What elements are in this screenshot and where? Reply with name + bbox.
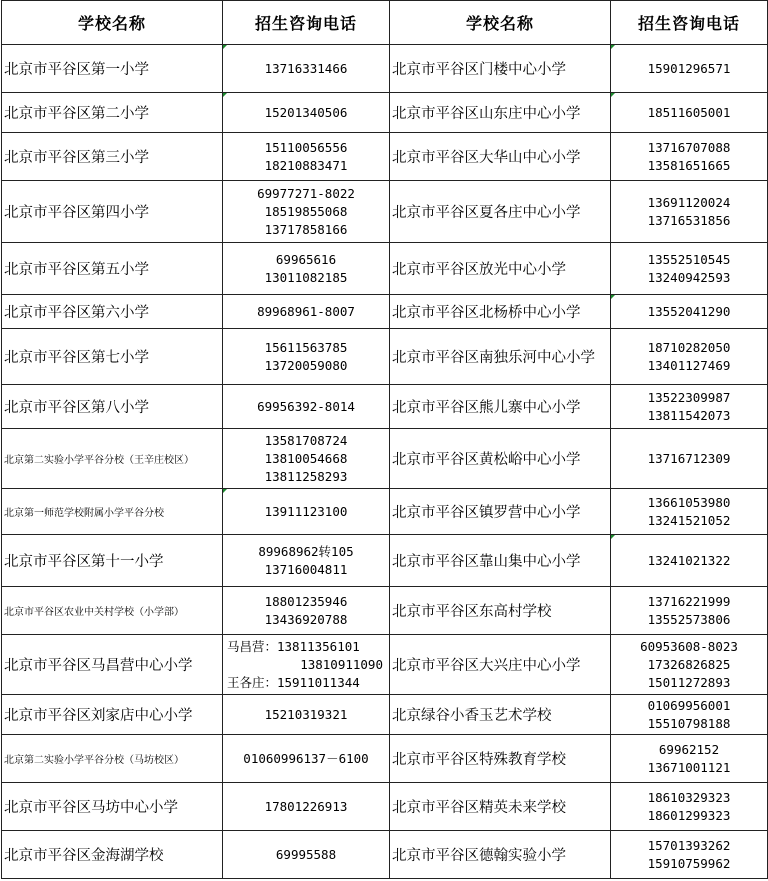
- right-school-name: 北京市平谷区靠山集中心小学: [390, 535, 611, 587]
- phone-number: 18710282050: [647, 339, 731, 355]
- phone-number: 13401127469: [647, 357, 731, 373]
- table-row: [2, 243, 768, 295]
- phone-number: 01069956001: [647, 697, 731, 713]
- right-phone-cell: [611, 635, 768, 695]
- header-phone-left: 招生咨询电话: [223, 1, 390, 45]
- table-row: [2, 385, 768, 429]
- left-phone-cell: [223, 831, 390, 879]
- table-row: [2, 295, 768, 329]
- phone-number: 13716531856: [647, 212, 731, 228]
- right-phone-cell: [611, 429, 768, 489]
- table-row: [2, 695, 768, 735]
- table-row: [2, 45, 768, 93]
- phone-number: 13717858166: [264, 221, 348, 237]
- phone-number: 17326826825: [647, 656, 731, 672]
- left-phone-cell: [223, 295, 390, 329]
- left-phone-cell: [223, 133, 390, 181]
- cell-comment-marker: [223, 45, 227, 49]
- cell-comment-marker: [611, 93, 615, 97]
- phone-number: 69956392-8014: [257, 398, 355, 414]
- left-phone-cell: [223, 93, 390, 133]
- phone-number: 13716331466: [264, 60, 348, 76]
- phone-number: 王各庄：15911011344: [227, 674, 360, 690]
- table-row: [2, 783, 768, 831]
- phone-number: 13716712309: [647, 450, 731, 466]
- right-school-name: 北京市平谷区夏各庄中心小学: [390, 181, 611, 243]
- phone-number: 13911123100: [264, 503, 348, 519]
- phone-number: 13810054668: [264, 450, 348, 466]
- phone-number: 13811258293: [264, 468, 348, 484]
- table-body: [2, 45, 768, 879]
- phone-number: 15510798188: [647, 715, 731, 731]
- right-school-name: 北京市平谷区熊儿寨中心小学: [390, 385, 611, 429]
- left-school-name: 北京市平谷区第十一小学: [2, 535, 223, 587]
- table-row: [2, 831, 768, 879]
- left-phone-cell: [223, 695, 390, 735]
- phone-number: 18210883471: [264, 157, 348, 173]
- right-school-name: 北京市平谷区山东庄中心小学: [390, 93, 611, 133]
- phone-number: 13691120024: [647, 194, 731, 210]
- left-phone-cell: [223, 635, 390, 695]
- left-phone-cell: [223, 783, 390, 831]
- left-phone-cell: [223, 385, 390, 429]
- left-phone-cell: [223, 181, 390, 243]
- table-row: [2, 133, 768, 181]
- table-row: [2, 181, 768, 243]
- header-row: [2, 1, 768, 45]
- left-school-name: 北京第一师范学校附属小学平谷分校: [2, 489, 223, 535]
- right-phone-cell: [611, 329, 768, 385]
- phone-number: 13811542073: [647, 407, 731, 423]
- left-school-name: 北京第二实验小学平谷分校（马坊校区）: [2, 735, 223, 783]
- phone-number: 18511605001: [647, 104, 731, 120]
- phone-number: 89968962转105: [258, 543, 354, 559]
- phone-number: 13522309987: [647, 389, 731, 405]
- table-row: [2, 635, 768, 695]
- left-school-name: 北京市平谷区第七小学: [2, 329, 223, 385]
- left-phone-cell: [223, 489, 390, 535]
- right-phone-cell: [611, 295, 768, 329]
- phone-number: 18610329323: [647, 789, 731, 805]
- left-school-name: 北京市平谷区农业中关村学校（小学部）: [2, 587, 223, 635]
- left-phone-cell: [223, 535, 390, 587]
- right-school-name: 北京市平谷区镇罗营中心小学: [390, 489, 611, 535]
- header-school-name-left: 学校名称: [2, 1, 223, 45]
- phone-number: 69965616: [275, 251, 337, 267]
- phone-number: 13720059080: [264, 357, 348, 373]
- phone-number: 15611563785: [264, 339, 348, 355]
- cell-comment-marker: [611, 295, 615, 299]
- left-phone-cell: [223, 429, 390, 489]
- right-school-name: 北京市平谷区北杨桥中心小学: [390, 295, 611, 329]
- left-school-name: 北京市平谷区金海湖学校: [2, 831, 223, 879]
- phone-number: 60953608-8023: [640, 638, 738, 654]
- right-phone-cell: [611, 831, 768, 879]
- right-phone-cell: [611, 243, 768, 295]
- left-school-name: 北京市平谷区第一小学: [2, 45, 223, 93]
- phone-number: 13240942593: [647, 269, 731, 285]
- table-row: [2, 93, 768, 133]
- phone-number: 89968961-8007: [257, 303, 355, 319]
- phone-number: 13436920788: [264, 611, 348, 627]
- phone-number: 13241021322: [647, 552, 731, 568]
- phone-number: 马昌营：13811356101: [227, 638, 360, 654]
- left-school-name: 北京市平谷区第四小学: [2, 181, 223, 243]
- phone-number: 15011272893: [647, 674, 731, 690]
- phone-number: 01060996137－6100: [243, 750, 369, 766]
- phone-number: 17801226913: [264, 798, 348, 814]
- left-school-name: 北京市平谷区第三小学: [2, 133, 223, 181]
- phone-number: 18519855068: [264, 203, 348, 219]
- left-school-name: 北京市平谷区第六小学: [2, 295, 223, 329]
- table-row: [2, 735, 768, 783]
- phone-number: 15701393262: [647, 837, 731, 853]
- phone-number: 15210319321: [264, 706, 348, 722]
- phone-number: 69995588: [275, 846, 337, 862]
- right-phone-cell: [611, 133, 768, 181]
- left-school-name: 北京第二实验小学平谷分校（王辛庄校区）: [2, 429, 223, 489]
- header-phone-right: 招生咨询电话: [611, 1, 768, 45]
- left-school-name: 北京市平谷区第二小学: [2, 93, 223, 133]
- table-row: [2, 489, 768, 535]
- phone-number: 13552041290: [647, 303, 731, 319]
- phone-number: 15110056556: [264, 139, 348, 155]
- right-school-name: 北京市平谷区放光中心小学: [390, 243, 611, 295]
- phone-number: 18601299323: [647, 807, 731, 823]
- left-phone-cell: [223, 45, 390, 93]
- right-phone-cell: [611, 535, 768, 587]
- phone-number: 15201340506: [264, 104, 348, 120]
- left-school-name: 北京市平谷区第五小学: [2, 243, 223, 295]
- phone-number: 18801235946: [264, 593, 348, 609]
- phone-number: 13716221999: [647, 593, 731, 609]
- phone-number: 13552510545: [647, 251, 731, 267]
- right-phone-cell: [611, 735, 768, 783]
- phone-number: 13661053980: [647, 494, 731, 510]
- right-phone-cell: [611, 181, 768, 243]
- phone-number: 13552573806: [647, 611, 731, 627]
- table-row: [2, 429, 768, 489]
- left-school-name: 北京市平谷区马坊中心小学: [2, 783, 223, 831]
- phone-number: 13716707088: [647, 139, 731, 155]
- phone-number: 13716004811: [264, 561, 348, 577]
- left-school-name: 北京市平谷区刘家店中心小学: [2, 695, 223, 735]
- right-phone-cell: [611, 489, 768, 535]
- left-school-name: 北京市平谷区马昌营中心小学: [2, 635, 223, 695]
- phone-number: 13581708724: [264, 432, 348, 448]
- right-phone-cell: [611, 783, 768, 831]
- cell-comment-marker: [611, 535, 615, 539]
- table-row: [2, 535, 768, 587]
- phone-number: 13581651665: [647, 157, 731, 173]
- left-phone-cell: [223, 735, 390, 783]
- right-phone-cell: [611, 45, 768, 93]
- phone-number: 15910759962: [647, 855, 731, 871]
- right-school-name: 北京市平谷区门楼中心小学: [390, 45, 611, 93]
- table-row: [2, 587, 768, 635]
- right-school-name: 北京市平谷区东高村学校: [390, 587, 611, 635]
- right-phone-cell: [611, 93, 768, 133]
- left-phone-cell: [223, 587, 390, 635]
- right-school-name: 北京市平谷区特殊教育学校: [390, 735, 611, 783]
- right-school-name: 北京市平谷区德翰实验小学: [390, 831, 611, 879]
- phone-number: 13011082185: [264, 269, 348, 285]
- header-school-name-right: 学校名称: [390, 1, 611, 45]
- right-school-name: 北京市平谷区南独乐河中心小学: [390, 329, 611, 385]
- phone-number: 13241521052: [647, 512, 731, 528]
- left-school-name: 北京市平谷区第八小学: [2, 385, 223, 429]
- school-contact-table: [1, 0, 768, 879]
- cell-comment-marker: [223, 489, 227, 493]
- phone-number: 15901296571: [647, 60, 731, 76]
- cell-comment-marker: [611, 45, 615, 49]
- cell-comment-marker: [223, 93, 227, 97]
- right-phone-cell: [611, 385, 768, 429]
- right-school-name: 北京市平谷区黄松峪中心小学: [390, 429, 611, 489]
- phone-number: 13810911090: [300, 656, 383, 672]
- right-school-name: 北京市平谷区精英未来学校: [390, 783, 611, 831]
- right-phone-cell: [611, 695, 768, 735]
- right-school-name: 北京绿谷小香玉艺术学校: [390, 695, 611, 735]
- table-row: [2, 329, 768, 385]
- right-phone-cell: [611, 587, 768, 635]
- right-school-name: 北京市平谷区大兴庄中心小学: [390, 635, 611, 695]
- phone-number: 13671001121: [647, 759, 731, 775]
- left-phone-cell: [223, 243, 390, 295]
- phone-number: 69977271-8022: [257, 185, 355, 201]
- left-phone-cell: [223, 329, 390, 385]
- right-school-name: 北京市平谷区大华山中心小学: [390, 133, 611, 181]
- phone-number: 69962152: [658, 741, 720, 757]
